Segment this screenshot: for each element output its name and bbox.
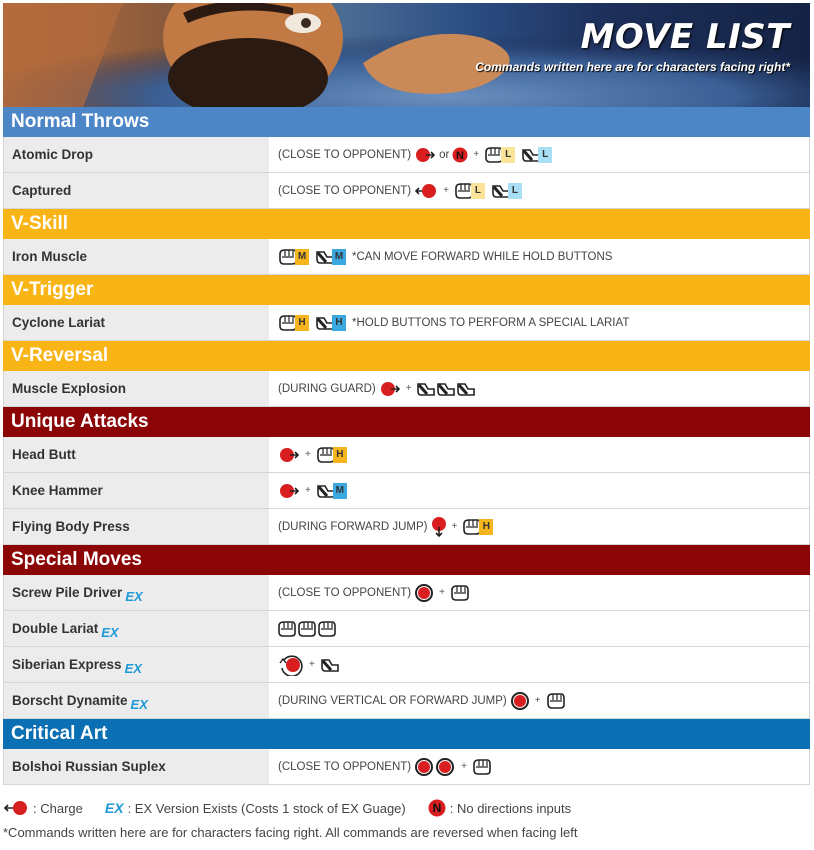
move-name-text: Screw Pile Driver: [12, 585, 123, 600]
move-command: [269, 305, 809, 340]
punch-icon: [472, 758, 492, 776]
move-command: [269, 371, 809, 406]
move-row: [3, 437, 810, 473]
forward-arrow-icon: [278, 483, 300, 499]
move-command: [269, 137, 809, 172]
move-row: [3, 749, 810, 785]
forward-arrow-icon: [379, 381, 401, 397]
move-name: [4, 611, 269, 646]
move-row: [3, 575, 810, 611]
heavy-punch-icon: H: [462, 518, 493, 536]
command-prefix: (CLOSE TO OPPONENT): [278, 184, 412, 197]
charge-icon: [3, 800, 29, 816]
move-name-text: Borscht Dynamite: [12, 693, 128, 708]
legend-ex: : EX Version Exists (Costs 1 stock of EX Guage): [127, 800, 406, 816]
plus-text: +: [443, 185, 449, 196]
forward-arrow-icon: [278, 447, 300, 463]
move-name: Head Butt: [4, 437, 269, 472]
move-command: [269, 173, 809, 208]
plus-text: +: [534, 695, 541, 706]
section-header-v-reversal: V-Reversal: [3, 341, 810, 371]
svg-text:N: N: [432, 801, 442, 815]
move-row: [3, 683, 810, 719]
punch-icon: [450, 584, 470, 602]
light-punch-icon: L: [454, 182, 485, 200]
double-circle-icon: [414, 757, 456, 777]
move-name: Flying Body Press: [4, 509, 269, 544]
section-header-special-moves: Special Moves: [3, 545, 810, 575]
ex-badge: EX: [124, 661, 142, 676]
section-header-unique-attacks: Unique Attacks: [3, 407, 810, 437]
medium-punch-icon: M: [278, 248, 309, 266]
kick-icon: [320, 656, 340, 674]
section-header-normal-throws: Normal Throws: [3, 107, 810, 137]
command-note: *CAN MOVE FORWARD WHILE HOLD BUTTONS: [352, 250, 613, 263]
plus-text: +: [451, 521, 458, 532]
plus-text: +: [305, 485, 311, 496]
light-kick-icon: L: [521, 146, 552, 164]
three-punches-icon: [278, 620, 338, 638]
plus-text: +: [461, 761, 467, 772]
command-note: *HOLD BUTTONS TO PERFORM A SPECIAL LARIAT: [352, 316, 630, 329]
neutral-icon: [452, 147, 468, 163]
down-arrow-icon: [431, 516, 447, 538]
move-row: [3, 371, 810, 407]
neutral-icon: [428, 799, 446, 817]
plus-text: +: [405, 383, 412, 394]
move-name: Knee Hammer: [4, 473, 269, 508]
section-header-critical-art: Critical Art: [3, 719, 810, 749]
three-kicks-icon: [417, 380, 477, 398]
move-name: Bolshoi Russian Suplex: [4, 749, 269, 784]
or-text: or: [439, 148, 450, 161]
move-command: [269, 683, 809, 718]
move-name: Muscle Explosion: [4, 371, 269, 406]
move-command: [269, 437, 809, 472]
section-header-v-skill: V-Skill: [3, 209, 810, 239]
move-name: Captured: [4, 173, 269, 208]
move-row: [3, 647, 810, 683]
banner-subtitle: Commands written here are for characters facing right*: [475, 60, 790, 74]
legend: [3, 798, 571, 818]
ex-badge: EX: [125, 589, 143, 604]
medium-kick-icon: M: [315, 248, 346, 266]
command-prefix: (DURING FORWARD JUMP): [278, 520, 428, 533]
light-punch-icon: L: [484, 146, 515, 164]
plus-text: +: [473, 149, 480, 160]
section-header-v-trigger: V-Trigger: [3, 275, 810, 305]
light-kick-icon: L: [491, 182, 522, 200]
command-prefix: (CLOSE TO OPPONENT): [278, 586, 412, 599]
banner-title: MOVE LIST: [580, 17, 790, 57]
move-name: [4, 647, 269, 682]
move-command: [269, 509, 809, 544]
move-command: [269, 473, 809, 508]
command-prefix: (DURING VERTICAL OR FORWARD JUMP): [278, 694, 507, 707]
ex-badge: EX: [130, 697, 148, 712]
move-command: [269, 611, 809, 646]
ex-icon: EX: [104, 800, 124, 816]
move-table: [3, 107, 810, 785]
move-row: [3, 305, 810, 341]
punch-icon: [546, 692, 566, 710]
move-row: [3, 173, 810, 209]
banner: [3, 3, 810, 107]
command-prefix: (CLOSE TO OPPONENT): [278, 760, 412, 773]
move-row: [3, 611, 810, 647]
back-arrow-icon: [414, 183, 438, 199]
move-command: [269, 575, 809, 610]
heavy-punch-icon: H: [316, 446, 347, 464]
move-command: [269, 749, 809, 784]
legend-charge: : Charge: [33, 800, 83, 816]
move-row: [3, 509, 810, 545]
full-circle-icon: [414, 583, 434, 603]
move-row: [3, 137, 810, 173]
plus-text: +: [439, 587, 445, 598]
forward-arrow-icon: [414, 147, 436, 163]
plus-text: +: [309, 659, 315, 670]
move-row: [3, 239, 810, 275]
move-name: [4, 575, 269, 610]
heavy-kick-icon: H: [315, 314, 346, 332]
move-name: [4, 683, 269, 718]
heavy-punch-icon: H: [278, 314, 309, 332]
move-name-text: Siberian Express: [12, 657, 122, 672]
full-circle-icon: [510, 691, 530, 711]
legend-n: : No directions inputs: [449, 800, 572, 816]
move-name: Atomic Drop: [4, 137, 269, 172]
plus-text: +: [305, 449, 311, 460]
footnote: *Commands written here are for characters facing right. All commands are reversed when facing left: [3, 825, 578, 840]
move-command: [269, 647, 809, 682]
command-prefix: (CLOSE TO OPPONENT): [278, 148, 412, 161]
ex-badge: EX: [101, 625, 119, 640]
svg-text:N: N: [456, 149, 465, 162]
back-charge-circle-icon: [278, 654, 304, 676]
move-row: [3, 473, 810, 509]
command-prefix: (DURING GUARD): [278, 382, 376, 395]
move-command: [269, 239, 809, 274]
move-name-text: Double Lariat: [12, 621, 99, 636]
move-name: Iron Muscle: [4, 239, 269, 274]
medium-kick-icon: M: [316, 482, 347, 500]
move-name: Cyclone Lariat: [4, 305, 269, 340]
